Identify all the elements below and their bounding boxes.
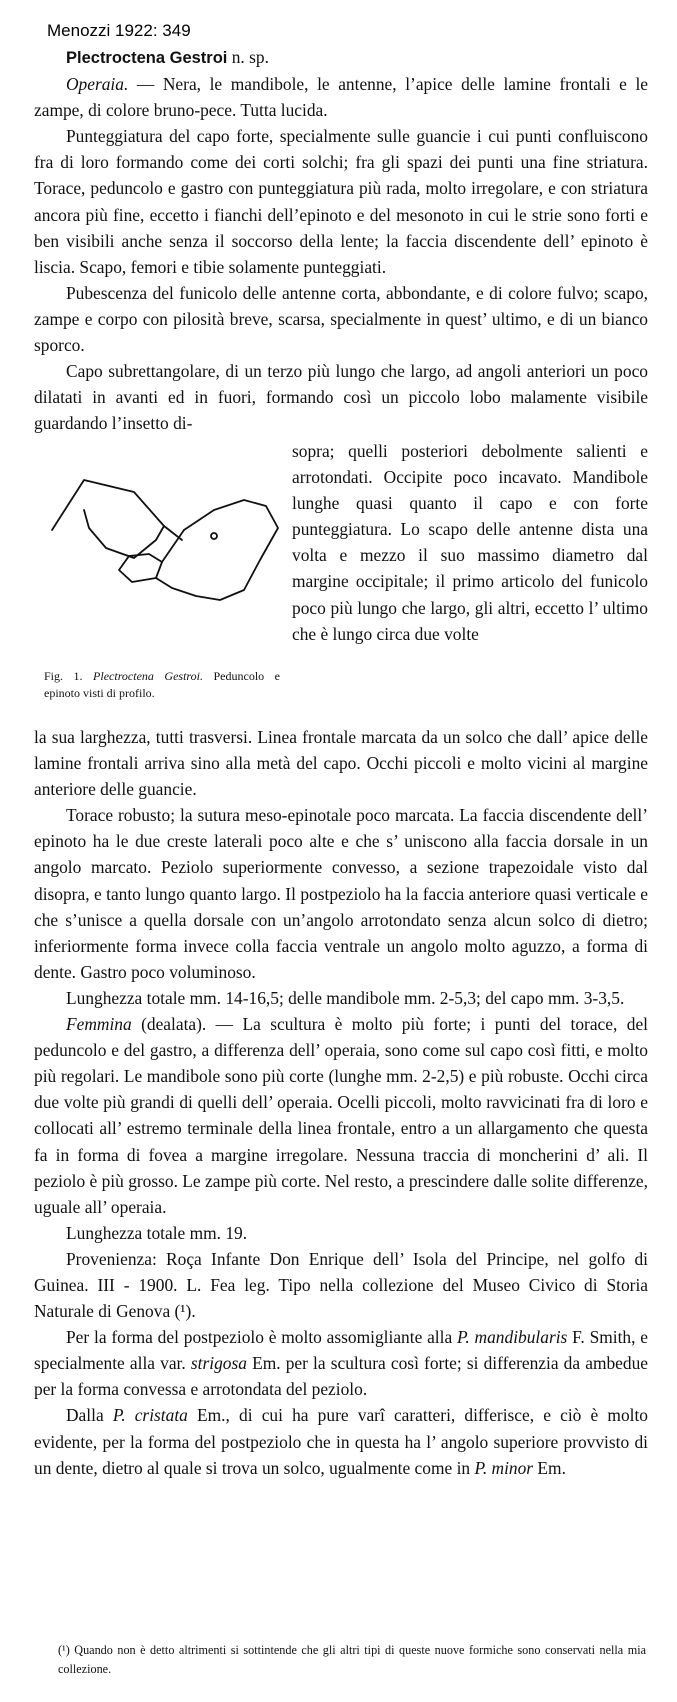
figure-postpetiole-outline — [156, 500, 278, 600]
paragraph-confronto-cristata — [34, 1402, 648, 1480]
p10-text-a: Per la forma del postpeziolo è molto assomigliante alla — [66, 1327, 458, 1348]
paragraph-pubescenza: Pubescenza del funicolo delle antenne corta, abbondante, e di colore fulvo; scapo, zampe e corpo con pilosità breve, scarsa, specialmente in quest’ ultimo, e di un bianco sporco. — [34, 282, 648, 356]
operaia-label: Operaia. — [66, 74, 129, 95]
figure-suture — [164, 526, 182, 540]
caption-text: Peduncolo e epinoto visti di profilo. — [44, 669, 280, 700]
paragraph-torace: Torace robusto; la sutura meso-epinotale poco marcata. La faccia discendente dell’ epinoto ha le due creste laterali poco alte e che s’ uniscono alla faccia dorsale in un angolo marcato. Peziolo superiormente convesso, a sezione trapezoidale visto dal disopra, e tanto lungo quanto largo. Il postpeziolo ha la faccia anteriore quasi verticale e che s’unisce a quella dorsale con un’angolo arrotondato senza alcun solco di dietro; inferiormente forma invece colla faccia ventrale un angolo molto aguzzo, a forma di dente. Gastro poco voluminoso. — [34, 805, 648, 982]
figure-peduncolo-epinoto — [44, 470, 284, 620]
species-name: Plectroctena Gestroi — [66, 49, 228, 67]
main-text-bottom — [34, 724, 648, 1481]
paragraph-provenienza: Provenienza: Roça Infante Don Enrique dell’ Isola del Principe, nel golfo di Guinea. III - 1900. L. Fea leg. Tipo nella collezione del Museo Civico di Storia Naturale di Genova (¹). — [34, 1248, 648, 1322]
figure-caption — [44, 668, 280, 702]
paragraph-confronto-mandibularis — [34, 1324, 648, 1402]
paragraph-capo-start: Capo subrettangolare, di un terzo più lungo che largo, ad angoli anteriori un poco dilatati in avanti ed in fuori, formando così un piccolo lobo malamente visibile guardando l’insetto di- — [34, 361, 648, 434]
text-beside-figure — [292, 438, 648, 647]
p10-text-c: Em. per la scultura così forte; si differenzia da ambedue per la forma convessa e arrotondata del peziolo. — [34, 1353, 648, 1400]
p11-text-c: Em. — [533, 1457, 566, 1478]
operaia-text: — Nera, le mandibole, le antenne, l’apice delle lamine frontali e le zampe, di colore bruno-pece. Tutta lucida. — [34, 74, 648, 121]
main-text-top — [34, 44, 648, 436]
femmina-text: (dealata). — La scultura è molto più forte; i punti del torace, del peduncolo e del gastro, a differenza dell’ operaia, sono come sul capo così fitti, e molto più regolari. Le mandibole sono più corte (lunghe mm. 2-2,5) e più robuste. Occhi circa due volte più grandi di quelli dell’ operaia. Ocelli piccoli, molto ravvicinati fra di loro e collocati all’ estremo terminale della linea frontale, entro a un allargamento che questa fa in forma di fovea a margine irregolare. Nessuna traccia di moncherini d’ ali. Il peziolo è più grosso. Le zampe più corte. Nel resto, a prescindere dalle solite differenze, uguale all’ operaia. — [34, 1014, 648, 1217]
p11-text-b: Em., di cui ha pure varî caratteri, differisce, e ciò è molto evidente, per la forma del postpeziolo che in questa ha l’ angolo superiore provvisto di un dente, dietro al quale si trova un solco, ugualmente come in — [34, 1405, 648, 1478]
p10-text-b: F. Smith, e specialmente alla var. — [34, 1327, 649, 1374]
paragraph-capo-middle: sopra; quelli posteriori debolmente salienti e arrotondati. Occipite poco incavato. Mandibole lunghe quasi quanto il capo e con forte punteggiatura. Lo scapo delle antenne dista una volta e mezzo il suo massimo diametro dal margine occipitale; il primo articolo del funicolo poco più lungo che largo, gli altri, eccetto l’ ultimo che è lungo circa due volte — [292, 441, 648, 644]
figure-epinoto-outline — [52, 480, 164, 558]
paragraph-lunghezza-femmina: Lunghezza totale mm. 19. — [66, 1222, 248, 1243]
footnote: (¹) Quando non è detto altrimenti si sottintende che gli altri tipi di queste nuove formiche sono conservati nella mia collezione. — [58, 1643, 646, 1676]
paragraph-femmina — [34, 1011, 648, 1220]
caption-species: Plectroctena Gestroi. — [82, 669, 203, 683]
paragraph-capo-end: la sua larghezza, tutti trasversi. Linea frontale marcata da un solco che dall’ apice delle lamine frontali arriva sino alla metà del capo. Occhi piccoli e molto vicini al margine anteriore delle guancie. — [34, 727, 648, 800]
species-title — [34, 44, 648, 71]
p11-text-a: Dalla — [66, 1405, 113, 1426]
p11-species: P. cristata — [112, 1405, 188, 1426]
paragraph-lunghezza-operaia: Lunghezza totale mm. 14-16,5; delle mandibole mm. 2-5,3; del capo mm. 3-3,5. — [66, 987, 625, 1008]
page-header: Menozzi 1922: 349 — [47, 21, 191, 40]
species-suffix: n. sp. — [227, 47, 269, 67]
paragraph-punteggiatura: Punteggiatura del capo forte, specialmente sulle guancie i cui punti confluiscono fra di loro formando come dei corti solchi; fra gli spazi dei punti una fine striatura. Torace, peduncolo e gastro con punteggiatura più rada, molto irregolare, e con striatura ancora più fine, eccetto i fianchi dell’epinoto e del mesonoto in cui le strie sono forti e ben visibili anche senza il soccorso della lente; la faccia discendente dell’ epinoto è liscia. Scapo, femori e tibie solamente punteggiati. — [34, 126, 648, 277]
p10-variety: strigosa — [190, 1353, 247, 1374]
caption-label: Fig. 1. — [44, 669, 83, 683]
p10-species: P. mandibularis — [457, 1327, 568, 1348]
figure-spiracle — [211, 533, 217, 539]
p11-species-2: P. minor — [474, 1457, 534, 1478]
paragraph-operaia — [34, 71, 648, 123]
femmina-label: Femmina — [66, 1014, 132, 1035]
